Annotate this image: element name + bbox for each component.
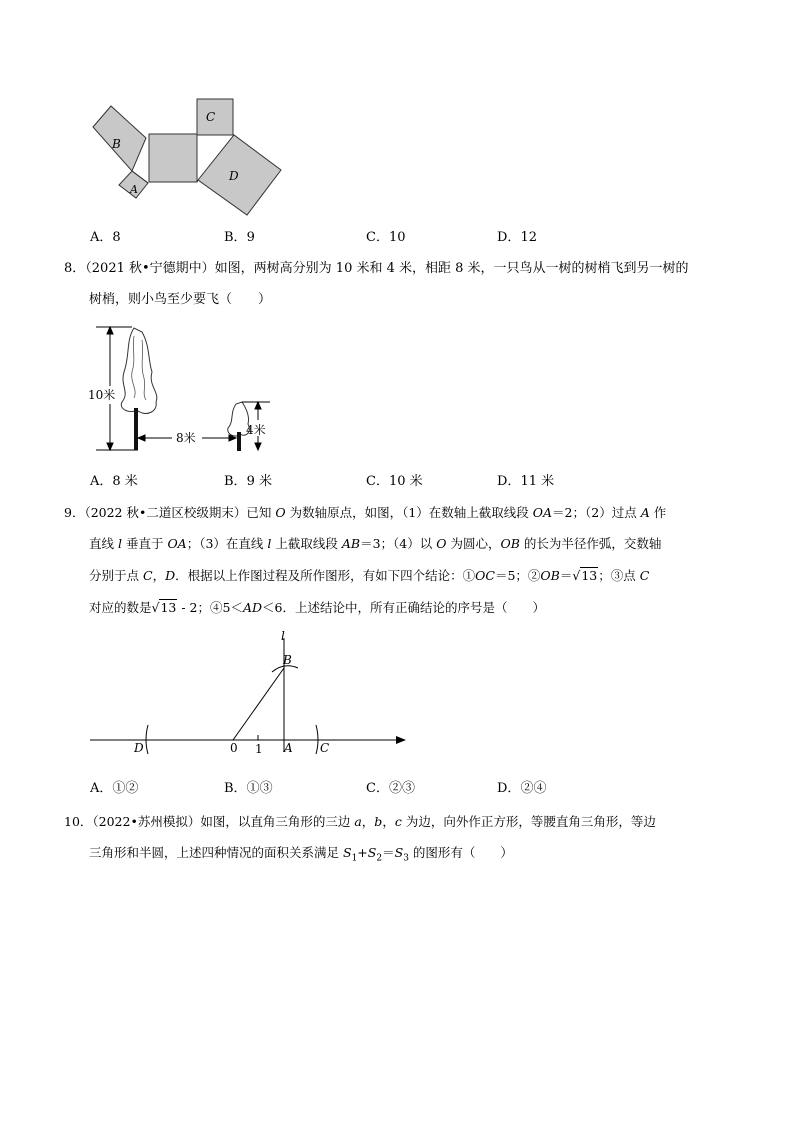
- q7-square-d: [198, 135, 281, 215]
- q8-distance-8-label: 8米: [176, 431, 196, 445]
- q9-line-2: 直线 l 垂直于 OA；（3）在直线 l 上截取线段 AB＝3；（4）以 O 为圆心，OB 的长为半径作弧，交数轴: [89, 536, 662, 551]
- q9-option-c[interactable]: C．②③: [366, 781, 415, 796]
- q10-line-2: 三角形和半圆，上述四种情况的面积关系满足 $S_1+S_2=S_3$ 的图形有（ ）: [89, 845, 513, 864]
- q9-line-1: 9．（2022 秋•二道区校级期末）已知 O 为数轴原点，如图，（1）在数轴上截取线段 OA＝2；（2）过点 A 作: [64, 505, 667, 520]
- q8-height-10-label: 10米: [88, 388, 116, 402]
- q9-label-one: 1: [255, 742, 263, 756]
- q8-height-4-label: 4米: [246, 423, 266, 437]
- q8-option-a[interactable]: A．8 米: [90, 474, 138, 489]
- q8-source: （2021 秋•宁德期中）: [85, 261, 215, 276]
- q9-label-d: D: [134, 741, 144, 755]
- q8-line-2: 树梢，则小鸟至少要飞（ ）: [89, 292, 272, 307]
- q7-option-a[interactable]: A．8: [90, 230, 121, 245]
- q9-label-b: B: [283, 653, 292, 667]
- q9-source: （2022 秋•二道区校级期末）: [84, 505, 247, 520]
- q10-source: （2022•苏州模拟）: [92, 814, 201, 829]
- q8-option-b[interactable]: B．9 米: [224, 474, 272, 489]
- conclusion-1-marker: ①: [462, 568, 476, 583]
- q7-square-middle: [149, 134, 197, 182]
- q8-number: 8．: [64, 261, 86, 276]
- q9-line-3: 分别于点 C，D．根据以上作图过程及所作图形，有如下四个结论：①OC＝5；②OB＝√13；③点 C: [89, 566, 649, 586]
- conclusion-4-marker: ④: [210, 600, 223, 615]
- q7-label-a: A: [130, 183, 138, 196]
- q9-label-zero: 0: [230, 741, 238, 755]
- conclusion-3-marker: ③: [610, 568, 624, 583]
- q9-label-l: l: [281, 629, 285, 643]
- q9-option-a[interactable]: A．①②: [90, 781, 139, 796]
- q8-tall-tree: [121, 328, 157, 450]
- q7-squares-figure: [88, 92, 288, 222]
- q7-label-c: C: [206, 110, 216, 124]
- sqrt-13-b: √13: [151, 600, 177, 615]
- q9-label-a: A: [284, 741, 293, 755]
- q8-option-c[interactable]: C．10 米: [366, 474, 423, 489]
- q10-line-1: 10．（2022•苏州模拟）如图，以直角三角形的三边 a，b，c 为边，向外作正方形，等腰直角三角形，等边: [64, 814, 656, 829]
- q9-label-c: C: [320, 741, 330, 755]
- q7-option-b[interactable]: B．9: [224, 230, 255, 245]
- q9-number: 9．: [64, 505, 85, 520]
- sqrt-13: √13: [572, 568, 598, 583]
- q7-option-c[interactable]: C．10: [366, 230, 406, 245]
- q8-line-1: 8．（2021 秋•宁德期中）如图，两树高分别为 10 米和 4 米，相距 8 米，一只鸟从一树的树梢飞到另一树的: [64, 261, 689, 276]
- q10-number: 10．: [64, 814, 93, 829]
- q9-number-line-figure: [88, 628, 410, 758]
- q9-option-b[interactable]: B．①③: [224, 781, 273, 796]
- q8-trees-figure: [86, 320, 276, 455]
- q9-line-4: 对应的数是√13 - 2；④5＜AD＜6．上述结论中，所有正确结论的序号是（ ）: [89, 598, 545, 618]
- q7-option-d[interactable]: D．12: [497, 230, 537, 245]
- q7-label-b: B: [112, 137, 121, 151]
- conclusion-2-marker: ②: [527, 568, 541, 583]
- q8-option-d[interactable]: D．11 米: [497, 474, 555, 489]
- q7-label-d: D: [229, 169, 239, 183]
- q9-option-d[interactable]: D．②④: [497, 781, 547, 796]
